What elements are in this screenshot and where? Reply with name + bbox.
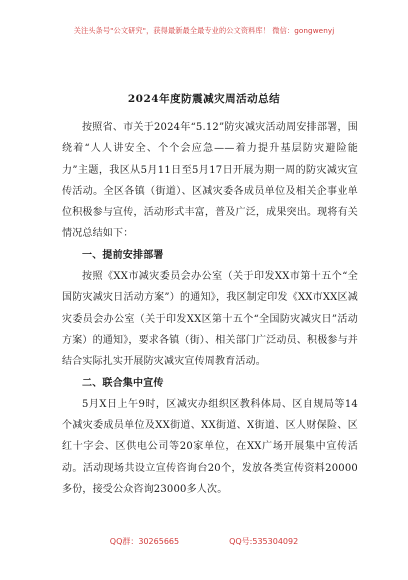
intro-paragraph: 按照省、市关于2024年“5.12”防灾减灾活动周安排部署，围绕着“人人讲安全、个个会应急——着力提升基层防灾避险能力”主题，我区从5月11日至5月17日开展为期一周的防灾减灾宣传活动。全区各镇（街道）、区减灾委各成员单位及相关企事业单位积极参与宣传，活动形式丰富，普及广泛，成果突出。现将有关情况总结如下： (62, 122, 358, 240)
promo-banner: 关注头条号"公文研究"，获得最新最全最专业的公文资料库！ 微信：gongwenyj (73, 26, 335, 35)
page-footer (0, 536, 408, 547)
section-paragraph: 按照《XX市减灾委员会办公室（关于印发XX市第十五个“全国防灾减灾日活动方案”）的通知》，我区制定印发《XX市XX区减灾委员会办公室（关于印发XX区第十五个“全国防灾减灾日”活动方案）的通知》，要求各镇（街）、相关部门广泛动员、积极参与并结合实际扎实开展防灾减灾宣传周教育活动。 (62, 271, 358, 368)
document-body (62, 117, 358, 500)
section-heading: 一、提前安排部署 (82, 249, 164, 261)
qq-number-link[interactable]: QQ号:535304092 (229, 537, 299, 546)
document-title: 2024年度防震减灾周活动总结 (127, 93, 281, 105)
section-heading: 二、联合集中宣传 (82, 377, 164, 389)
qq-group-link[interactable]: QQ群：30265665 (109, 537, 180, 546)
section-paragraph: 5月X日上午9时，区减灾办组织区教科体局、区自规局等14个减灾委成员单位及XX街道、XX街道、X街道、区人财保险、区红十字会、区供电公司等20家单位，在XX广场开展集中宣传活动。活动现场共设立宣传咨询台20个，发放各类宣传资料20000多份，接受公众咨询23000多人次。 (62, 398, 358, 496)
